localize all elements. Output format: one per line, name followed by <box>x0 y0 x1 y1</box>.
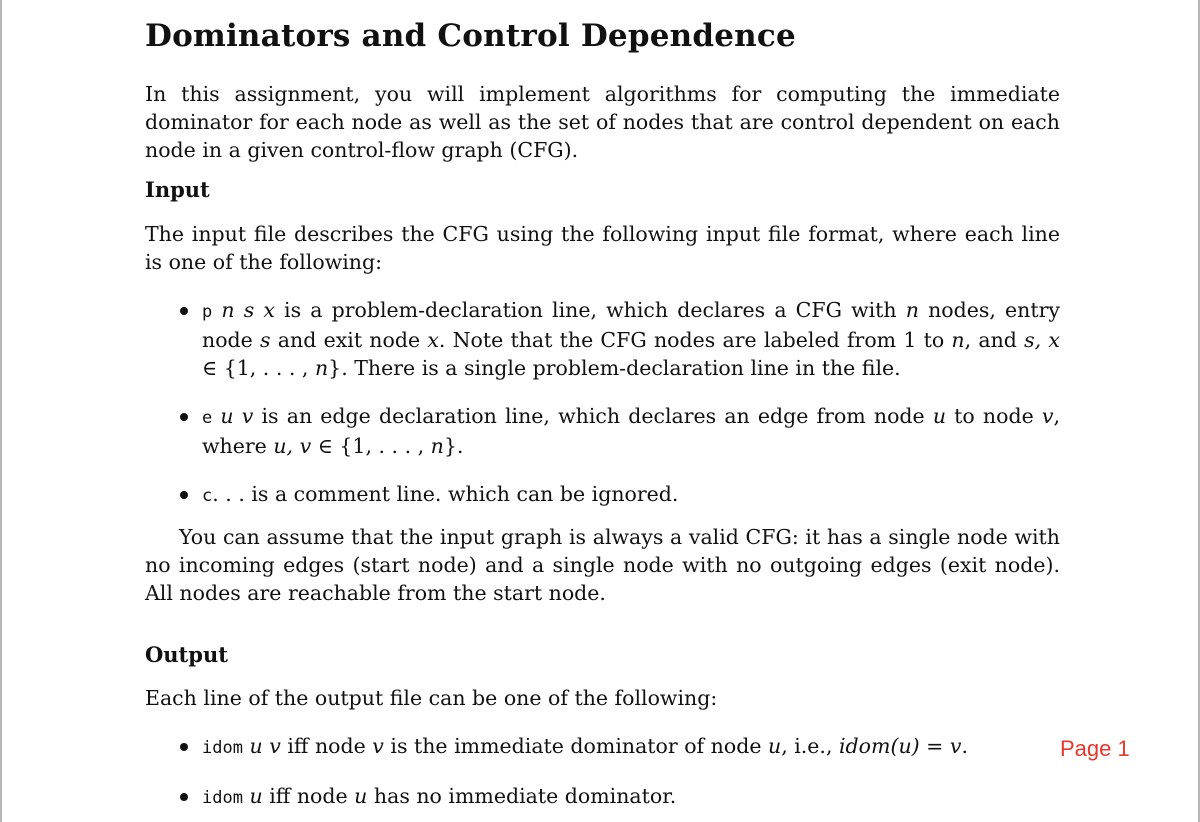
math-expression: idom(u) <box>838 734 920 758</box>
math-var: u <box>932 404 947 428</box>
list-item-edge-line <box>145 402 1060 460</box>
text-segment: }. There is a single problem-declaration line in the file. <box>328 356 901 380</box>
math-var: n <box>951 328 965 352</box>
code-idom: idom <box>202 738 243 758</box>
args-e: u v <box>220 404 254 428</box>
text-segment: and exit node <box>270 328 428 352</box>
code-e: e <box>202 408 213 428</box>
text-segment: is an edge declaration line, which declares an edge from node <box>253 404 933 428</box>
input-heading: Input <box>145 177 210 202</box>
list-item-idom-u <box>145 782 1060 812</box>
math-var: x <box>427 328 439 352</box>
math-var: s, x <box>1024 328 1060 352</box>
output-description: Each line of the output file can be one of the following: <box>145 686 718 710</box>
document-title: Dominators and Control Dependence <box>145 18 796 54</box>
text-segment: . . . is a comment line. which can be ignored. <box>212 482 679 506</box>
math-var: n <box>314 356 329 380</box>
text-segment: , i.e., <box>781 734 839 758</box>
math-var: u <box>767 734 782 758</box>
list-item-comment-line <box>145 480 1060 510</box>
text-segment: ∈ {1, . . . , <box>202 356 315 380</box>
text-segment: iff node <box>280 734 373 758</box>
input-format-list <box>145 296 1060 510</box>
math-var: v <box>949 734 962 758</box>
code-idom: idom <box>202 788 243 808</box>
text-segment: , where <box>202 404 1060 458</box>
code-c: c <box>202 486 213 506</box>
text-segment: to node <box>946 404 1042 428</box>
text-segment: iff node <box>262 784 355 808</box>
math-var: u <box>354 784 368 808</box>
text-segment: . Note that the CFG nodes are labeled from 1 to <box>438 328 952 352</box>
list-item-problem-line <box>145 296 1060 382</box>
text-segment: nodes, entry node <box>202 298 1060 352</box>
page-number-label: Page 1 <box>1060 736 1130 761</box>
text-segment: , and <box>964 328 1025 352</box>
math-var: n <box>430 434 444 458</box>
text-segment: ∈ {1, . . . , <box>311 434 431 458</box>
text-segment: is a problem-declaration line, which declares a CFG with <box>274 298 906 322</box>
text-segment: has no immediate dominator. <box>367 784 677 808</box>
text-segment: }. <box>443 434 464 458</box>
output-heading: Output <box>145 642 228 667</box>
output-format-list <box>145 732 1060 812</box>
assumption-paragraph: You can assume that the input graph is always a valid CFG: it has a single node with no incoming edges (start node) and a single node with no outgoing edges (exit node). All nodes are reachable from the start node. <box>145 525 1060 605</box>
code-p: p <box>202 302 213 322</box>
input-description: The input file describes the CFG using the following input file format, where each line is one of the following: <box>145 222 1060 274</box>
left-border <box>0 0 2 822</box>
text-segment: is the immediate dominator of node <box>383 734 768 758</box>
args-idom: u v <box>249 734 281 758</box>
math-var: u, v <box>273 434 312 458</box>
math-var: v <box>1041 404 1054 428</box>
math-var: s <box>260 328 271 352</box>
text-segment: . <box>961 734 968 758</box>
math-var: v <box>372 734 384 758</box>
args-idom: u <box>249 784 263 808</box>
intro-paragraph: In this assignment, you will implement algorithms for computing the immediate dominator for each node as well as the set of nodes that are control dependent on each node in a given control-flow graph (CFG). <box>145 82 1060 162</box>
math-var: n <box>905 298 919 322</box>
list-item-idom-uv <box>145 732 1060 762</box>
args-p: n s x <box>221 298 275 322</box>
text-segment: = <box>919 734 950 758</box>
